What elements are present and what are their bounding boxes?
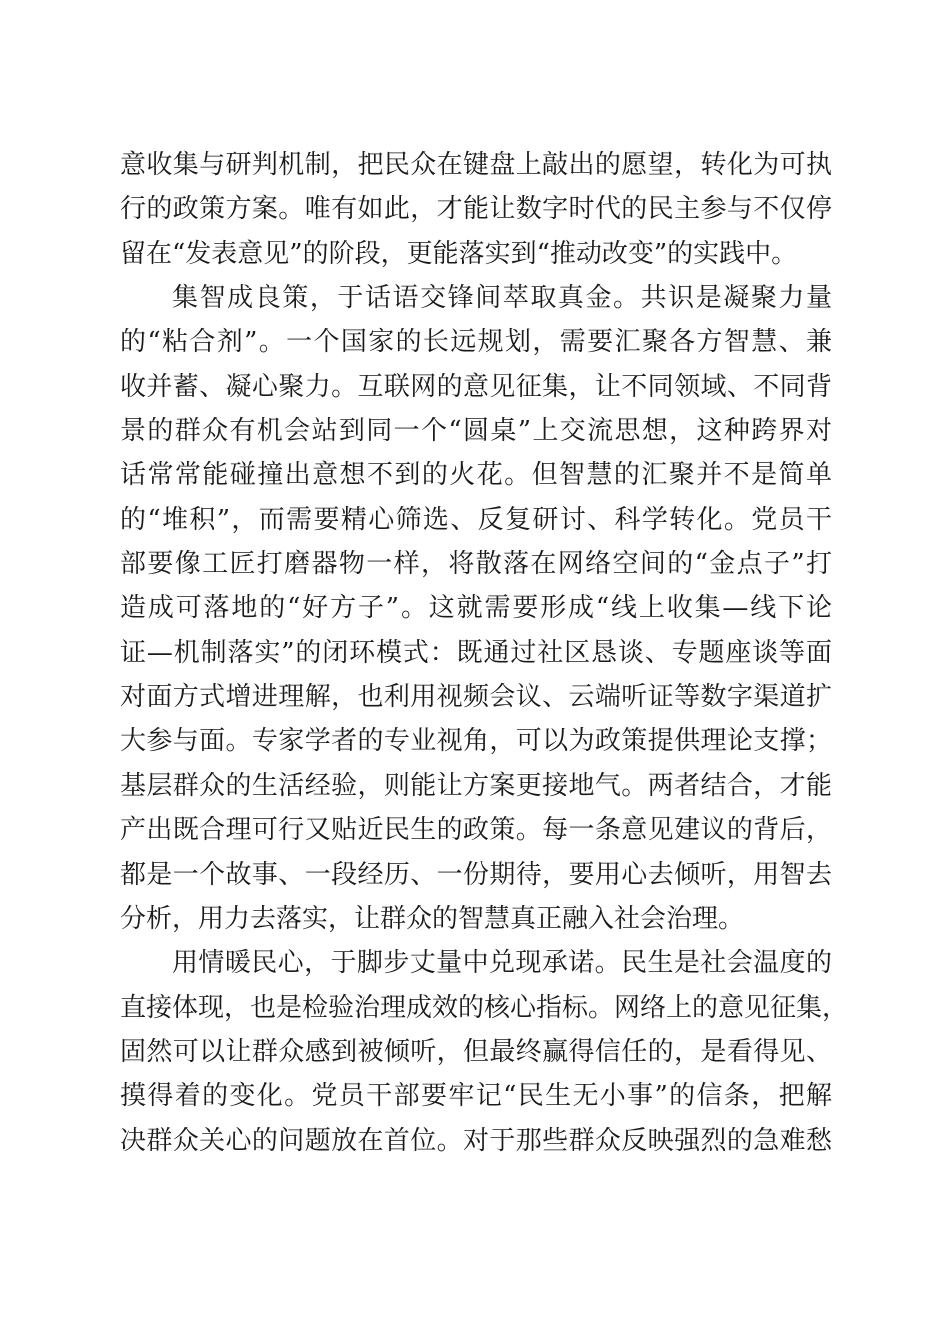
text-line: 基层群众的生活经验，则能让方案更接地气。两者结合，才能 xyxy=(120,770,832,801)
text-line: 摸得着的变化。党员干部要牢记“民生无小事”的信条，把解 xyxy=(120,1081,832,1112)
body-text xyxy=(120,143,849,1163)
text-line: 景的群众有机会站到同一个“圆桌”上交流思想，这种跨界对 xyxy=(120,416,832,447)
text-line: 部要像工匠打磨器物一样，将散落在网络空间的“金点子”打 xyxy=(120,549,832,580)
text-line: 都是一个故事、一段经历、一份期待，要用心去倾听，用智去 xyxy=(120,859,832,890)
text-line: 行的政策方案。唯有如此，才能让数字时代的民主参与不仅停 xyxy=(120,194,832,225)
text-line: 意收集与研判机制，把民众在键盘上敲出的愿望，转化为可执 xyxy=(120,150,832,180)
text-line: 话常常能碰撞出意想不到的火花。但智慧的汇聚并不是简单 xyxy=(120,460,832,491)
text-line: 的“堆积”，而需要精心筛选、反复研讨、科学转化。党员干 xyxy=(120,504,832,535)
paragraph-first-line: 集智成良策，于话语交锋间萃取真金。共识是凝聚力量 xyxy=(172,283,832,314)
text-line: 证—机制落实”的闭环模式：既通过社区恳谈、专题座谈等面 xyxy=(120,637,832,668)
text-line: 留在“发表意见”的阶段，更能落实到“推动改变”的实践中。 xyxy=(120,238,798,269)
text-line: 决群众关心的问题放在首位。对于那些群众反映强烈的急难愁 xyxy=(120,1125,832,1156)
text-line: 固然可以让群众感到被倾听，但最终赢得信任的，是看得见、 xyxy=(120,1036,832,1067)
text-line: 造成可落地的“好方子”。这就需要形成“线上收集—线下论 xyxy=(120,593,832,624)
text-line: 收并蓄、凝心聚力。互联网的意见征集，让不同领域、不同背 xyxy=(120,371,832,402)
text-line: 大参与面。专家学者的专业视角，可以为政策提供理论支撑； xyxy=(120,726,832,757)
text-line: 的“粘合剂”。一个国家的长远规划，需要汇聚各方智慧、兼 xyxy=(120,327,832,358)
text-line: 产出既合理可行又贴近民生的政策。每一条意见建议的背后， xyxy=(120,815,832,846)
text-line: 对面方式增进理解，也利用视频会议、云端听证等数字渠道扩 xyxy=(120,682,832,713)
text-line: 分析，用力去落实，让群众的智慧真正融入社会治理。 xyxy=(120,903,745,934)
text-line: 直接体现，也是检验治理成效的核心指标。网络上的意见征集， xyxy=(120,992,849,1023)
paragraph-first-line: 用情暖民心，于脚步丈量中兑现承诺。民生是社会温度的 xyxy=(172,948,832,979)
